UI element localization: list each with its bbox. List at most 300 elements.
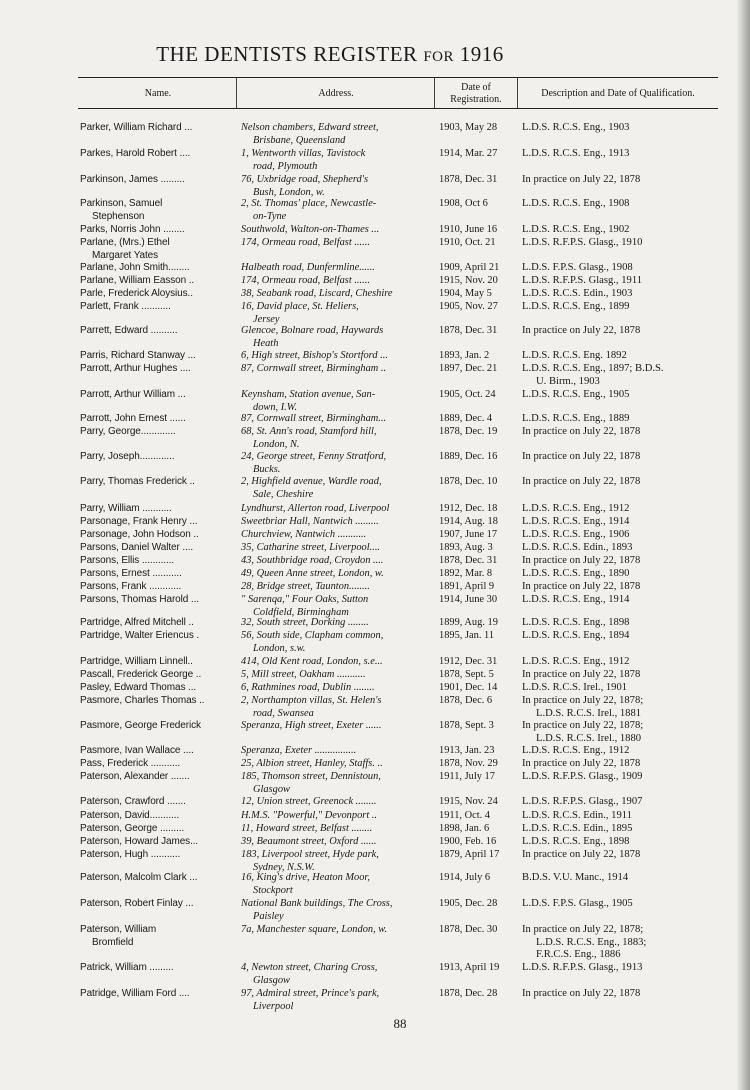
entry-qualification-line: L.D.S. R.C.S. Eng., 1912 <box>522 745 630 756</box>
entry-qualification <box>522 122 718 135</box>
entry-address-line: 16, King's drive, Heaton Moor, <box>241 872 370 883</box>
entry-address <box>241 542 434 555</box>
entry-name-line: Parsons, Ellis ............ <box>80 555 174 566</box>
entry-address-line: 6, Rathmines road, Dublin ........ <box>241 682 375 693</box>
entry-address <box>241 529 434 542</box>
entry-name <box>80 389 237 402</box>
entry-registration-date: 1878, Dec. 10 <box>439 476 498 487</box>
entry-name <box>80 594 237 607</box>
entry-name <box>80 325 237 338</box>
entry-qualification <box>522 720 718 745</box>
entry-qualification-line: In practice on July 22, 1878 <box>522 426 641 437</box>
entry-name-line: Parkinson, James ......... <box>80 174 185 185</box>
entry-qualification <box>522 148 718 161</box>
entry-name <box>80 122 237 135</box>
entry-name-line: Parsons, Thomas Harold ... <box>80 594 199 605</box>
entry-name-line: Parlane, (Mrs.) Ethel <box>80 237 170 248</box>
entry-name <box>80 451 237 464</box>
entry-qualification-line: In practice on July 22, 1878 <box>522 758 641 769</box>
entry-qualification-line: F.R.C.S. Eng., 1886 <box>536 949 621 960</box>
entry-qualification-line: In practice on July 22, 1878 <box>522 451 641 462</box>
entry-qualification-line: L.D.S. R.C.S. Eng., 1898 <box>522 836 630 847</box>
entry-qualification-line: L.D.S. F.P.S. Glasg., 1908 <box>522 262 633 273</box>
entry-qualification <box>522 695 718 720</box>
entry-address-line: 185, Thomson street, Dennistoun, <box>241 771 381 782</box>
entry-address-line: " Sarenqa," Four Oaks, Sutton <box>241 594 369 605</box>
col-header-name: Name. <box>144 88 172 99</box>
entry-qualification <box>522 745 718 758</box>
entry-registration-date: 1913, April 19 <box>439 962 500 973</box>
entry-name <box>80 745 237 758</box>
entry-address <box>241 476 434 501</box>
entry-address-line: 25, Albion street, Hanley, Staffs. .. <box>241 758 383 769</box>
entry-address-line: 87, Cornwall street, Birmingham... <box>241 413 387 424</box>
entry-registration-date: 1878, Sept. 3 <box>439 720 494 731</box>
entry-name <box>80 237 237 262</box>
entry-qualification-line: L.D.S. R.C.S. Eng., 1902 <box>522 224 630 235</box>
entry-name-line: Paterson, Robert Finlay ... <box>80 898 194 909</box>
entry-address <box>241 275 434 288</box>
entry-address-line: Liverpool <box>253 1000 294 1012</box>
entry-registration-date: 1878, Nov. 29 <box>439 758 498 769</box>
entry-name-line: Bromfield <box>92 936 134 948</box>
entry-qualification <box>522 389 718 402</box>
entry-name <box>80 413 237 426</box>
entry-address-line: Coldfield, Birmingham <box>253 606 349 618</box>
entry-qualification-line: In practice on July 22, 1878 <box>522 849 641 860</box>
header-bottom-rule <box>78 108 718 109</box>
entry-qualification <box>522 224 718 237</box>
entry-name-line: Paterson, William <box>80 924 157 935</box>
entry-address-line: down, I.W. <box>253 401 298 413</box>
entry-address-line: 32, South street, Dorking ........ <box>241 617 369 628</box>
entry-address <box>241 389 434 414</box>
entry-registration-date: 1909, April 21 <box>439 262 500 273</box>
entry-name-line: Partridge, William Linnell.. <box>80 656 193 667</box>
entry-registration-date: 1915, Nov. 24 <box>439 796 498 807</box>
entry-address-line: Glencoe, Bolnare road, Haywards <box>241 325 384 336</box>
entry-address <box>241 594 434 619</box>
entry-name <box>80 542 237 555</box>
entry-name-line: Paterson, Crawford ....... <box>80 796 186 807</box>
entry-registration-date: 1889, Dec. 16 <box>439 451 498 462</box>
entry-name-line: Pascall, Frederick George .. <box>80 669 202 680</box>
entry-registration-date: 1878, Dec. 31 <box>439 174 498 185</box>
entry-address <box>241 555 434 568</box>
entry-address <box>241 426 434 451</box>
entry-name-line: Parrott, John Ernest ...... <box>80 413 186 424</box>
entry-name <box>80 758 237 771</box>
entry-registration-date: 1905, Dec. 28 <box>439 898 498 909</box>
entry-name <box>80 988 237 1001</box>
entry-address <box>241 413 434 426</box>
entry-name-line: Parris, Richard Stanway ... <box>80 350 196 361</box>
entry-address-line: 6, High street, Bishop's Stortford ... <box>241 350 388 361</box>
entry-qualification-line: L.D.S. R.C.S. Eng., 1883; <box>536 936 647 948</box>
entry-address <box>241 568 434 581</box>
entry-name <box>80 898 237 911</box>
entry-address-line: 43, Southbridge road, Croydon .... <box>241 555 384 566</box>
entry-address-line: 183, Liverpool street, Hyde park, <box>241 849 379 860</box>
entry-qualification <box>522 594 718 607</box>
entry-qualification-line: L.D.S. R.C.S. Edin., 1893 <box>522 542 633 553</box>
entry-address-line: Lyndhurst, Allerton road, Liverpool <box>241 503 390 514</box>
entry-qualification <box>522 771 718 784</box>
entry-address <box>241 656 434 669</box>
entry-address <box>241 174 434 199</box>
entry-name-line: Parker, William Richard ... <box>80 122 193 133</box>
entry-name-line: Parle, Frederick Aloysius.. <box>80 288 193 299</box>
entry-name <box>80 823 237 836</box>
entry-name <box>80 426 237 439</box>
entry-qualification <box>522 581 718 594</box>
entry-qualification-line: L.D.S. R.F.P.S. Glasg., 1911 <box>522 275 643 286</box>
entry-registration-date: 1897, Dec. 21 <box>439 363 498 374</box>
entry-name <box>80 529 237 542</box>
entry-address-line: Bucks. <box>253 463 281 475</box>
entry-address <box>241 237 434 250</box>
entry-qualification <box>522 198 718 211</box>
entry-address-line: Sale, Cheshire <box>253 488 314 500</box>
entry-address <box>241 516 434 529</box>
col-header-qualification: Description and Date of Qualification. <box>541 88 695 99</box>
entry-qualification-line: L.D.S. R.C.S. Eng., 1905 <box>522 389 630 400</box>
entry-name <box>80 174 237 187</box>
entry-name <box>80 849 237 862</box>
col-header-date-line1: Date of <box>461 82 491 93</box>
entry-name-line: Pasmore, George Frederick <box>80 720 201 731</box>
entry-address-line: 7a, Manchester square, London, w. <box>241 924 388 935</box>
entry-qualification <box>522 962 718 975</box>
entry-name <box>80 656 237 669</box>
entry-registration-date: 1878, Dec. 31 <box>439 325 498 336</box>
entry-name <box>80 771 237 784</box>
entry-qualification <box>522 568 718 581</box>
entry-address <box>241 758 434 771</box>
entry-name-line: Parry, William ........... <box>80 503 172 514</box>
entry-name <box>80 224 237 237</box>
entry-address-line: Glasgow <box>253 783 290 795</box>
entry-registration-date: 1901, Dec. 14 <box>439 682 498 693</box>
entry-name-line: Paterson, Howard James... <box>80 836 199 847</box>
entry-address-line: 174, Ormeau road, Belfast ...... <box>241 237 370 248</box>
entry-qualification <box>522 542 718 555</box>
page-edge-shadow <box>736 0 750 1090</box>
entry-qualification-line: L.D.S. F.P.S. Glasg., 1905 <box>522 898 633 909</box>
entry-qualification <box>522 872 718 885</box>
entry-address <box>241 898 434 923</box>
entry-qualification-line: L.D.S. R.C.S. Edin., 1911 <box>522 810 632 821</box>
col-header-date <box>435 82 517 106</box>
entry-name-line: Parlane, William Easson .. <box>80 275 195 286</box>
entry-qualification-line: L.D.S. R.F.P.S. Glasg., 1909 <box>522 771 643 782</box>
entry-qualification-line: In practice on July 22, 1878 <box>522 476 641 487</box>
entry-qualification-line: B.D.S. V.U. Manc., 1914 <box>522 872 629 883</box>
entry-name <box>80 617 237 630</box>
entry-name-line: Paterson, David........... <box>80 810 180 821</box>
entry-address-line: 174, Ormeau road, Belfast ...... <box>241 275 370 286</box>
entry-qualification <box>522 426 718 439</box>
entry-qualification-line: L.D.S. R.C.S. Eng., 1889 <box>522 413 630 424</box>
entry-name-line: Patrick, William ......... <box>80 962 174 973</box>
entry-qualification <box>522 413 718 426</box>
entry-qualification-line: U. Birm., 1903 <box>536 375 600 387</box>
entry-address-line: Bush, London, w. <box>253 186 325 198</box>
entry-address <box>241 301 434 326</box>
entry-qualification <box>522 363 718 388</box>
entry-address <box>241 198 434 223</box>
entry-qualification <box>522 682 718 695</box>
entry-qualification <box>522 529 718 542</box>
entry-address <box>241 669 434 682</box>
entry-registration-date: 1907, June 17 <box>439 529 498 540</box>
entry-qualification-line: L.D.S. R.C.S. Eng., 1899 <box>522 301 630 312</box>
entry-qualification <box>522 476 718 489</box>
entry-name-line: Parrott, Arthur William ... <box>80 389 186 400</box>
entry-registration-date: 1878, Dec. 6 <box>439 695 493 706</box>
entry-registration-date: 1878, Sept. 5 <box>439 669 494 680</box>
entry-registration-date: 1891, April 9 <box>439 581 495 592</box>
entry-name-line: Parlett, Frank ........... <box>80 301 171 312</box>
entry-address-line: Stockport <box>253 884 293 896</box>
entry-name <box>80 581 237 594</box>
entry-address-line: Sweetbriar Hall, Nantwich ......... <box>241 516 379 527</box>
entry-registration-date: 1879, April 17 <box>439 849 500 860</box>
entry-qualification-line: L.D.S. R.C.S. Eng., 1908 <box>522 198 630 209</box>
entry-registration-date: 1914, Mar. 27 <box>439 148 498 159</box>
entry-qualification <box>522 849 718 862</box>
entry-address-line: 4, Newton street, Charing Cross, <box>241 962 378 973</box>
entry-address <box>241 363 434 376</box>
entry-address-line: 2, St. Thomas' place, Newcastle- <box>241 198 377 209</box>
entry-name <box>80 836 237 849</box>
entry-name-line: Parsonage, John Hodson .. <box>80 529 199 540</box>
entry-address-line: Nelson chambers, Edward street, <box>241 122 379 133</box>
entry-address-line: Brisbane, Queensland <box>253 134 346 146</box>
entry-address <box>241 823 434 836</box>
entry-address <box>241 810 434 823</box>
entry-qualification <box>522 758 718 771</box>
entry-qualification-line: L.D.S. R.C.S. Eng., 1894 <box>522 630 630 641</box>
entry-registration-date: 1878, Dec. 30 <box>439 924 498 935</box>
entry-address <box>241 771 434 796</box>
entry-name-line: Parry, Joseph............. <box>80 451 175 462</box>
entry-registration-date: 1910, June 16 <box>439 224 498 235</box>
page-number: 88 <box>393 1016 407 1031</box>
entry-address <box>241 872 434 897</box>
entry-registration-date: 1905, Oct. 24 <box>439 389 496 400</box>
entry-name-line: Parry, George............. <box>80 426 176 437</box>
entry-registration-date: 1911, Oct. 4 <box>439 810 490 821</box>
entry-address <box>241 924 434 937</box>
entry-address <box>241 224 434 237</box>
entry-address <box>241 695 434 720</box>
entry-name-line: Parsons, Frank ............ <box>80 581 182 592</box>
entry-name <box>80 363 237 376</box>
entry-name <box>80 148 237 161</box>
entry-address <box>241 796 434 809</box>
entry-address <box>241 745 434 758</box>
entry-qualification <box>522 796 718 809</box>
entry-address <box>241 451 434 476</box>
entry-qualification <box>522 823 718 836</box>
entry-registration-date: 1911, July 17 <box>439 771 495 782</box>
entry-name-line: Paterson, Hugh ........... <box>80 849 181 860</box>
entry-qualification <box>522 275 718 288</box>
entry-qualification-line: L.D.S. R.C.S. Eng., 1890 <box>522 568 630 579</box>
entry-qualification-line: L.D.S. R.C.S. Eng., 1912 <box>522 656 630 667</box>
entry-name-line: Paterson, Alexander ....... <box>80 771 190 782</box>
col-header-date-line2: Registration. <box>450 94 502 105</box>
entry-address-line: 35, Catharine street, Liverpool.... <box>241 542 381 553</box>
entry-qualification <box>522 451 718 464</box>
entry-name <box>80 630 237 643</box>
entry-qualification-line: In practice on July 22, 1878; <box>522 720 644 731</box>
entry-qualification <box>522 988 718 1001</box>
entry-address-line: 2, Highfield avenue, Wardle road, <box>241 476 382 487</box>
entry-address-line: 16, David place, St. Heliers, <box>241 301 359 312</box>
entry-qualification-line: In practice on July 22, 1878; <box>522 924 644 935</box>
entry-address-line: road, Plymouth <box>253 160 318 172</box>
entry-registration-date: 1904, May 5 <box>439 288 492 299</box>
entry-address-line: London, N. <box>253 438 300 450</box>
entry-address <box>241 148 434 173</box>
entry-address-line: National Bank buildings, The Cross, <box>241 898 393 909</box>
col-header-address: Address. <box>318 88 354 99</box>
entry-qualification-line: In practice on July 22, 1878 <box>522 174 641 185</box>
entry-name <box>80 555 237 568</box>
entry-qualification-line: L.D.S. R.C.S. Eng., 1914 <box>522 516 630 527</box>
entry-name <box>80 503 237 516</box>
entry-address <box>241 325 434 350</box>
entry-registration-date: 1908, Oct 6 <box>439 198 488 209</box>
entry-qualification <box>522 669 718 682</box>
entry-qualification <box>522 516 718 529</box>
entry-address <box>241 836 434 849</box>
entry-name <box>80 962 237 975</box>
entry-address <box>241 849 434 874</box>
entry-address <box>241 682 434 695</box>
entry-address-line: 87, Cornwall street, Birmingham .. <box>241 363 387 374</box>
entry-name <box>80 669 237 682</box>
entry-name <box>80 301 237 314</box>
entry-address-line: on-Tyne <box>253 210 287 222</box>
entry-qualification-line: L.D.S. R.F.P.S. Glasg., 1910 <box>522 237 643 248</box>
entry-qualification <box>522 301 718 314</box>
entry-qualification-line: L.D.S. R.C.S. Eng., 1903 <box>522 122 630 133</box>
entry-address <box>241 581 434 594</box>
entry-qualification-line: L.D.S. R.C.S. Eng., 1912 <box>522 503 630 514</box>
entry-address-line: Heath <box>253 337 279 349</box>
entry-registration-date: 1910, Oct. 21 <box>439 237 496 248</box>
entry-registration-date: 1914, June 30 <box>439 594 498 605</box>
entry-name <box>80 796 237 809</box>
entry-name-line: Parsons, Ernest ........... <box>80 568 182 579</box>
entry-qualification-line: L.D.S. R.F.P.S. Glasg., 1907 <box>522 796 643 807</box>
entry-address <box>241 288 434 301</box>
entry-qualification <box>522 898 718 911</box>
entry-name-line: Parks, Norris John ........ <box>80 224 185 235</box>
title-main: THE DENTISTS REGISTER <box>156 42 418 66</box>
entry-name-line: Pasmore, Ivan Wallace .... <box>80 745 194 756</box>
entry-registration-date: 1914, July 6 <box>439 872 491 883</box>
entry-address-line: Keynsham, Station avenue, San- <box>241 389 376 400</box>
entry-qualification <box>522 325 718 338</box>
entry-qualification-line: L.D.S. R.C.S. Edin., 1903 <box>522 288 633 299</box>
entry-address-line: Glasgow <box>253 974 290 986</box>
entry-name-line: Stephenson <box>92 210 145 222</box>
entry-registration-date: 1878, Dec. 19 <box>439 426 498 437</box>
entry-address <box>241 720 434 733</box>
entry-address <box>241 503 434 516</box>
entry-address-line: 24, George street, Fenny Stratford, <box>241 451 387 462</box>
entry-address-line: 2, Northampton villas, St. Helen's <box>241 695 382 706</box>
entry-qualification <box>522 810 718 823</box>
entry-address <box>241 350 434 363</box>
entry-address <box>241 122 434 147</box>
entry-address-line: 49, Queen Anne street, London, w. <box>241 568 384 579</box>
entry-address-line: 12, Union street, Greenock ........ <box>241 796 377 807</box>
entry-qualification <box>522 262 718 275</box>
entry-address <box>241 630 434 655</box>
entry-registration-date: 1913, Jan. 23 <box>439 745 495 756</box>
entry-address <box>241 988 434 1013</box>
entry-address-line: Speranza, Exeter ................ <box>241 745 357 756</box>
entry-registration-date: 1893, Aug. 3 <box>439 542 493 553</box>
entry-registration-date: 1912, Dec. 31 <box>439 656 498 667</box>
entry-name-line: Paterson, Malcolm Clark ... <box>80 872 198 883</box>
entry-name <box>80 476 237 489</box>
entry-name-line: Pasley, Edward Thomas ... <box>80 682 197 693</box>
entry-address-line: H.M.S. "Powerful," Devonport .. <box>241 810 377 821</box>
entry-name <box>80 350 237 363</box>
entry-qualification-line: L.D.S. R.C.S. Eng. 1892 <box>522 350 627 361</box>
entry-address-line: 76, Uxbridge road, Shepherd's <box>241 174 368 185</box>
entry-address <box>241 617 434 630</box>
entry-qualification <box>522 503 718 516</box>
entry-registration-date: 1903, May 28 <box>439 122 498 133</box>
entry-name-line: Parrott, Arthur Hughes .... <box>80 363 191 374</box>
entry-registration-date: 1893, Jan. 2 <box>439 350 490 361</box>
entry-qualification-line: L.D.S. R.C.S. Irel., 1880 <box>536 732 642 744</box>
entry-qualification-line: L.D.S. R.C.S. Eng., 1906 <box>522 529 630 540</box>
entry-name <box>80 695 237 708</box>
entry-qualification-line: L.D.S. R.C.S. Eng., 1914 <box>522 594 630 605</box>
entry-address-line: London, s.w. <box>253 642 306 654</box>
entry-name <box>80 288 237 301</box>
entry-registration-date: 1878, Dec. 31 <box>439 555 498 566</box>
entry-registration-date: 1915, Nov. 20 <box>439 275 498 286</box>
entry-address-line: Speranza, High street, Exeter ...... <box>241 720 382 731</box>
entry-name <box>80 720 237 733</box>
entry-qualification <box>522 555 718 568</box>
entry-qualification <box>522 350 718 363</box>
entry-address-line: Sydney, N.S.W. <box>253 861 315 873</box>
entry-name-line: Parsonage, Frank Henry ... <box>80 516 198 527</box>
entry-name-line: Parrett, Edward .......... <box>80 325 178 336</box>
entry-registration-date: 1912, Dec. 18 <box>439 503 498 514</box>
title-for: FOR <box>423 49 454 65</box>
entry-address <box>241 962 434 987</box>
entry-qualification-line: In practice on July 22, 1878 <box>522 669 641 680</box>
entry-name-line: Partridge, Walter Eriencus . <box>80 630 200 641</box>
title-year: 1916 <box>459 42 504 66</box>
entry-qualification <box>522 836 718 849</box>
entry-address-line: 28, Bridge street, Taunton........ <box>241 581 370 592</box>
entry-address-line: Paisley <box>253 910 284 922</box>
entry-name-line: Patridge, William Ford .... <box>80 988 190 999</box>
entry-address-line: 414, Old Kent road, London, s.e... <box>241 656 383 667</box>
